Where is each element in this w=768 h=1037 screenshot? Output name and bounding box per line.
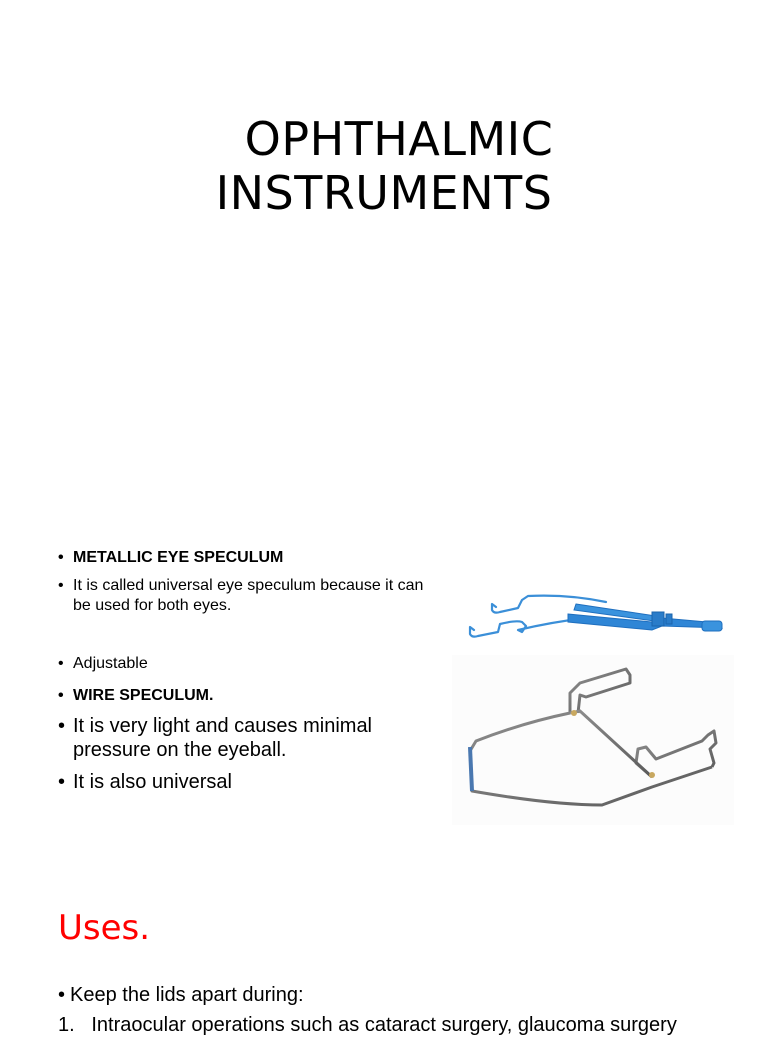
bullet-text: WIRE SPECULUM. [73, 687, 214, 704]
uses-numbered-item-1 [58, 1013, 677, 1037]
bullet-dot: • [58, 771, 66, 793]
bullet-text: METALLIC EYE SPECULUM [73, 549, 284, 566]
bullet-universal-description [58, 576, 438, 616]
bullet-text: Adjustable [73, 655, 148, 672]
bullet-dot: • [58, 655, 64, 672]
bullet-dot: • [58, 715, 66, 737]
numbered-item-number: 1. [58, 1014, 75, 1036]
bullet-dot: • [58, 984, 66, 1006]
metallic-eye-speculum-image [456, 524, 732, 660]
bullet-text: It is very light and causes minimal pressure on the eyeball. [73, 715, 373, 761]
bullet-light-pressure [58, 714, 438, 762]
slide-title [0, 112, 768, 220]
title-line-1: OPHTHALMIC [244, 112, 554, 166]
bullet-wire-speculum [58, 686, 438, 706]
title-line-2: INSTRUMENTS [215, 166, 553, 220]
uses-heading: Uses. [58, 908, 151, 948]
bullet-text: Keep the lids apart during: [70, 984, 304, 1006]
bullet-dot: • [58, 577, 64, 594]
bullet-text: It is called universal eye speculum because it can be used for both eyes. [73, 577, 424, 614]
uses-bullet-keep-lids-apart [58, 983, 304, 1007]
speculum-bullet-list [58, 548, 438, 794]
bullet-adjustable [58, 654, 438, 674]
bullet-metallic-eye-speculum [58, 548, 438, 568]
bullet-also-universal [58, 770, 438, 794]
bullet-dot: • [58, 549, 64, 566]
bullet-text: It is also universal [73, 771, 232, 793]
bullet-dot: • [58, 687, 64, 704]
numbered-item-text: Intraocular operations such as cataract surgery, glaucoma surgery [91, 1014, 677, 1036]
wire-speculum-image [452, 655, 734, 825]
